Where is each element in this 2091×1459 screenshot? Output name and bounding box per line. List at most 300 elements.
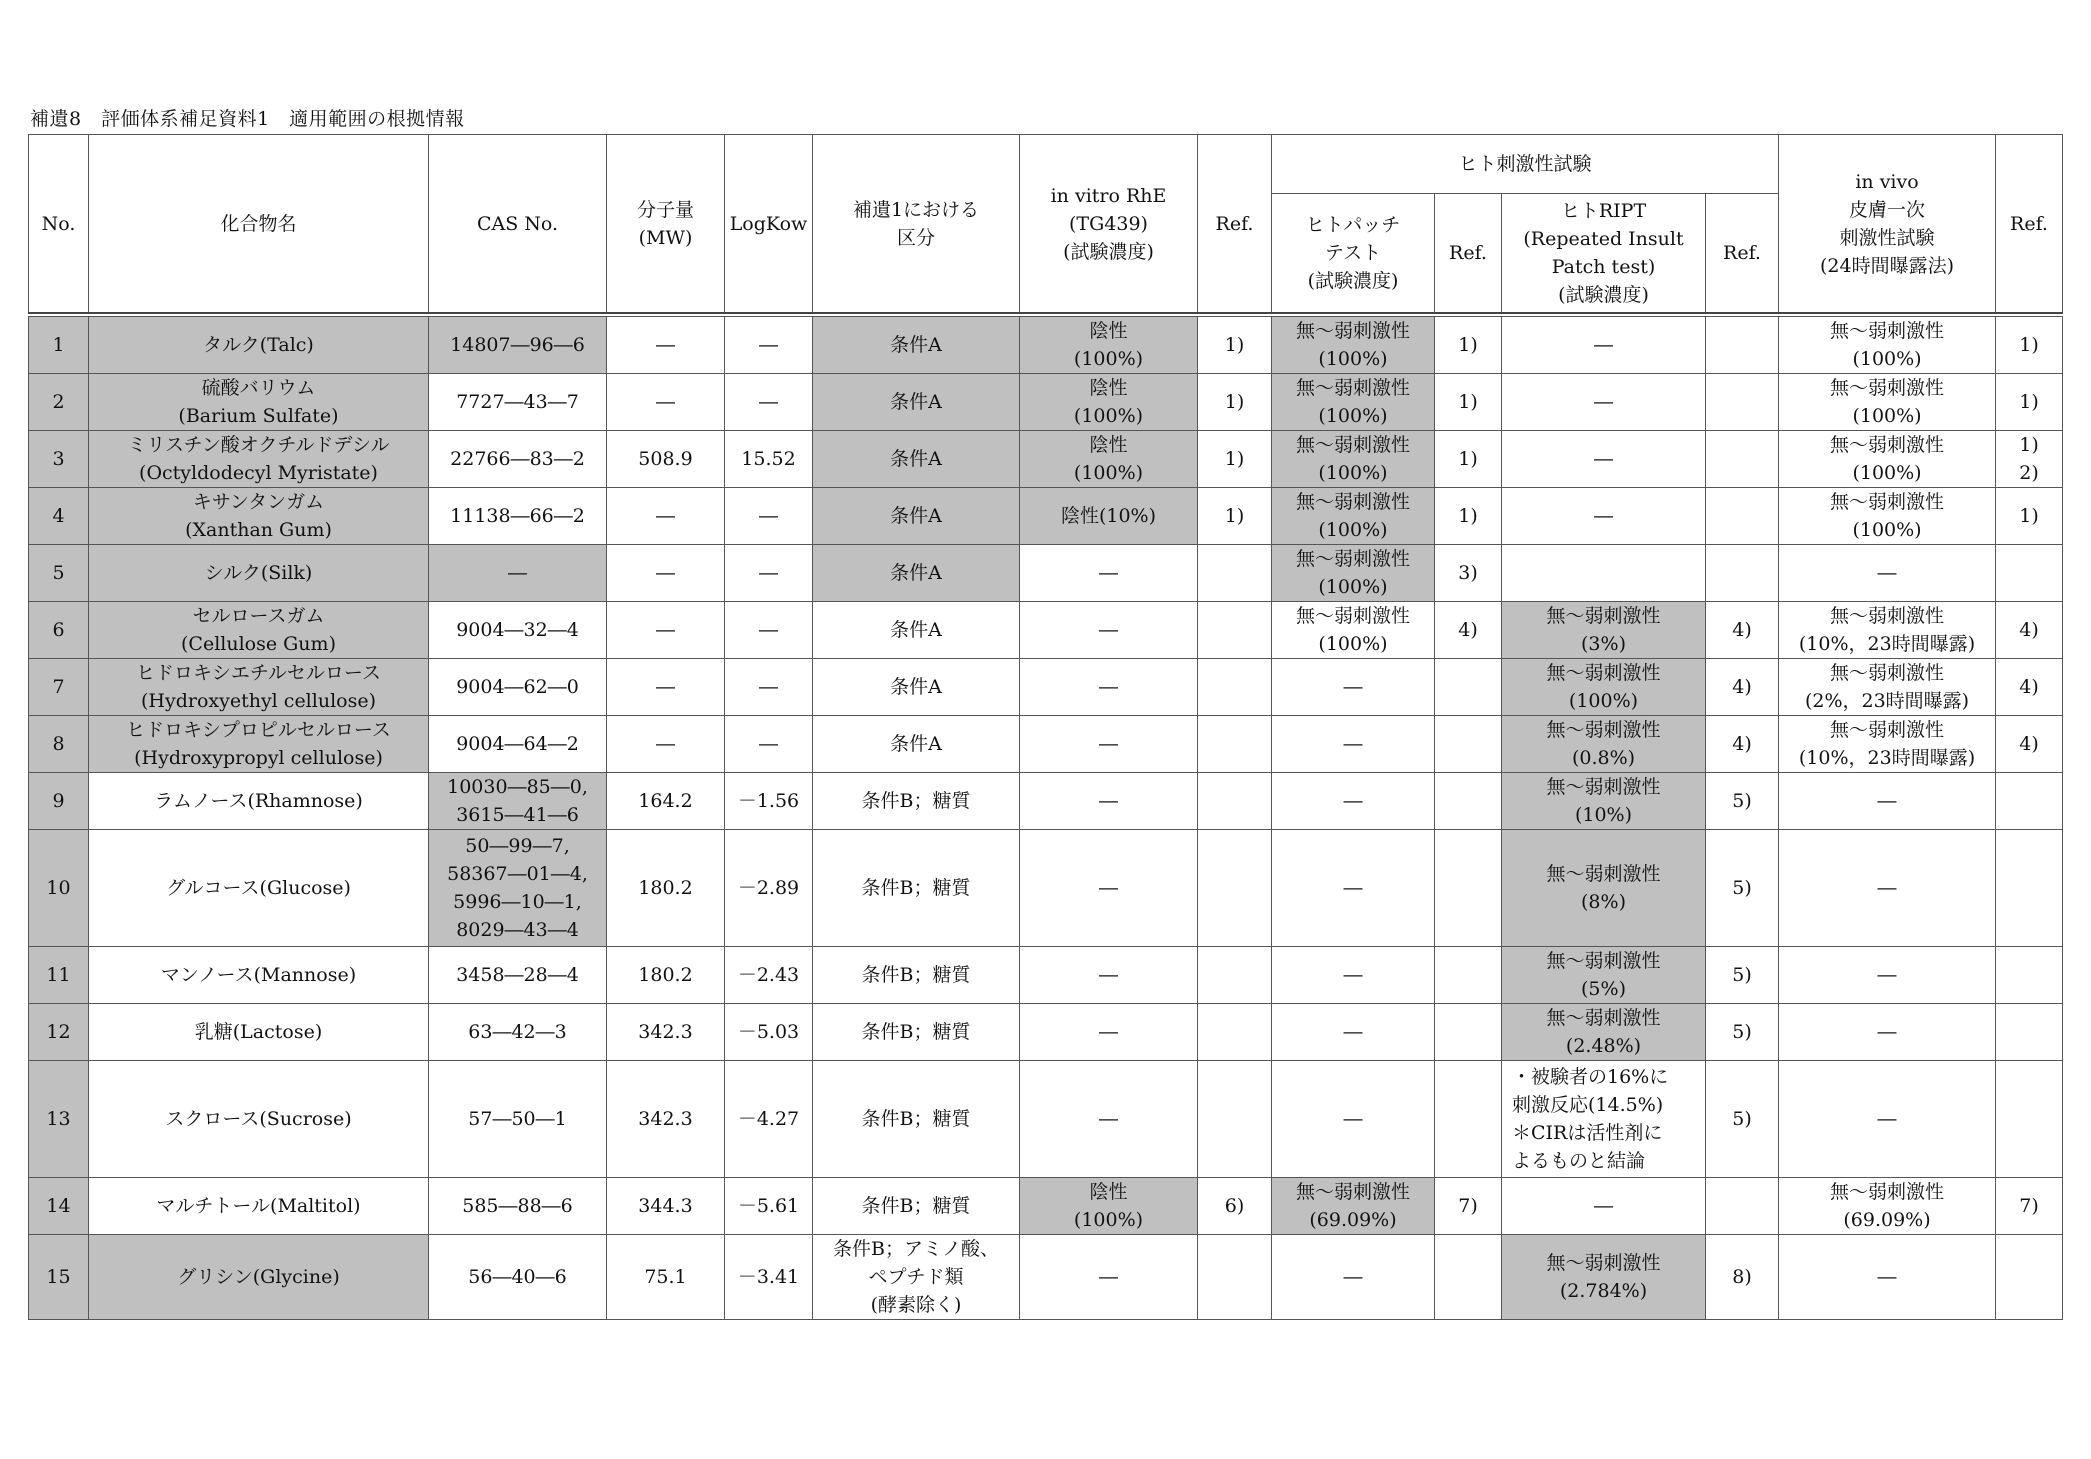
name-line: シルク(Silk)	[204, 562, 313, 584]
cell-mw: 180.2	[607, 830, 725, 947]
rhe-line: (100%)	[1073, 462, 1144, 484]
cell-cas	[429, 830, 607, 947]
cas-line: 50―99―7,	[465, 835, 570, 857]
name-line: グルコース(Glucose)	[166, 877, 351, 899]
ript-ref-line: 4)	[1732, 733, 1752, 755]
ript-line: 無～弱刺激性	[1546, 719, 1661, 741]
cell-cas	[429, 947, 607, 1004]
cell-category	[813, 947, 1020, 1004]
rhe-line: (100%)	[1073, 405, 1144, 427]
header-logkow: LogKow	[725, 135, 813, 314]
cell-logkow: 15.52	[725, 431, 813, 488]
header-mw	[607, 135, 725, 314]
cell-vivo-ref	[1996, 659, 2063, 716]
vivo-ref-line: 4)	[2019, 733, 2039, 755]
rhe-line: (100%)	[1073, 1209, 1144, 1231]
cell-ript	[1502, 1004, 1706, 1061]
cell-cas	[429, 1004, 607, 1061]
cell-category	[813, 317, 1020, 374]
cell-patch	[1272, 1178, 1435, 1235]
cell-cas	[429, 1235, 607, 1320]
category-line: 条件A	[890, 562, 942, 584]
cell-patch	[1272, 317, 1435, 374]
rhe-line: ―	[1099, 1108, 1118, 1130]
name-line: キサンタンガム	[192, 491, 325, 513]
cell-no: 13	[29, 1061, 89, 1178]
rhe-line: 陰性	[1089, 1181, 1128, 1203]
cell-logkow: ―	[725, 545, 813, 602]
patch-line: (100%)	[1318, 633, 1388, 655]
cell-patch	[1272, 1235, 1435, 1320]
cell-vivo	[1779, 374, 1996, 431]
ript-ref-line: 5)	[1732, 877, 1752, 899]
vivo-ref-line: 1)	[2019, 434, 2039, 456]
patch-line: 無～弱刺激性	[1295, 434, 1410, 456]
cas-line: 9004―64―2	[456, 733, 579, 755]
header-ref: Ref.	[1996, 135, 2063, 314]
name-line: (Xanthan Gum)	[185, 519, 332, 541]
name-line: スクロース(Sucrose)	[165, 1108, 352, 1130]
cell-no: 2	[29, 374, 89, 431]
cell-name	[89, 1235, 429, 1320]
cell-category	[813, 716, 1020, 773]
cell-rhe-ref	[1198, 602, 1272, 659]
cell-patch	[1272, 659, 1435, 716]
vivo-ref-line: 1)	[2019, 334, 2039, 356]
cell-name	[89, 716, 429, 773]
cell-ript-ref	[1706, 545, 1779, 602]
header-category-line: 補遺1における	[852, 198, 980, 221]
cell-ript	[1502, 317, 1706, 374]
table-row	[29, 830, 2063, 947]
vivo-line: 無～弱刺激性	[1830, 491, 1945, 513]
cell-patch-ref	[1435, 488, 1502, 545]
header-invivo	[1779, 135, 1996, 314]
header-human-irritation: ヒト刺激性試験	[1272, 135, 1779, 194]
ript-ref-line: 5)	[1732, 1021, 1752, 1043]
cell-no: 3	[29, 431, 89, 488]
cell-vivo	[1779, 1178, 1996, 1235]
vivo-line: (69.09%)	[1843, 1209, 1931, 1231]
vivo-line: (2%，23時間曝露)	[1804, 690, 1970, 712]
table-row	[29, 488, 2063, 545]
patch-ref-line: 1)	[1458, 334, 1478, 356]
cell-vivo-ref	[1996, 773, 2063, 830]
vivo-line: ―	[1877, 1108, 1897, 1130]
ript-line: 無～弱刺激性	[1546, 776, 1661, 798]
cell-vivo	[1779, 1004, 1996, 1061]
cell-name	[89, 947, 429, 1004]
category-line: 条件B；糖質	[861, 1195, 971, 1217]
patch-line: ―	[1343, 1266, 1363, 1288]
cell-logkow: －2.89	[725, 830, 813, 947]
cell-no: 15	[29, 1235, 89, 1320]
header-patch-line: (試験濃度)	[1307, 270, 1399, 292]
rhe-line: ―	[1099, 790, 1118, 812]
vivo-line: (100%)	[1852, 348, 1922, 370]
cell-cas	[429, 431, 607, 488]
cell-vivo-ref	[1996, 374, 2063, 431]
cas-line: 5996―10―1,	[453, 891, 582, 913]
cell-category	[813, 1004, 1020, 1061]
table-row	[29, 1004, 2063, 1061]
patch-line: ―	[1343, 733, 1363, 755]
cell-mw: 344.3	[607, 1178, 725, 1235]
cell-patch-ref	[1435, 1061, 1502, 1178]
cell-patch-ref	[1435, 716, 1502, 773]
cell-vivo	[1779, 1061, 1996, 1178]
ript-line: (2.48%)	[1565, 1035, 1642, 1057]
cell-vivo-ref	[1996, 1061, 2063, 1178]
ript-ref-line: 8)	[1732, 1266, 1752, 1288]
applicability-table	[28, 134, 2063, 1320]
cell-name	[89, 431, 429, 488]
cell-no: 7	[29, 659, 89, 716]
cell-rhe-ref	[1198, 374, 1272, 431]
cell-ript-ref	[1706, 317, 1779, 374]
cell-mw: 75.1	[607, 1235, 725, 1320]
cell-vivo	[1779, 773, 1996, 830]
cell-ript-ref	[1706, 1004, 1779, 1061]
header-ript-line: (試験濃度)	[1558, 284, 1649, 306]
cell-patch	[1272, 1004, 1435, 1061]
category-line: 条件B；糖質	[861, 1021, 971, 1043]
cell-mw: ―	[607, 659, 725, 716]
cell-ript	[1502, 431, 1706, 488]
cell-category	[813, 773, 1020, 830]
cell-name	[89, 545, 429, 602]
cell-mw: ―	[607, 374, 725, 431]
cell-category	[813, 374, 1020, 431]
vivo-line: ―	[1877, 964, 1897, 986]
rhe-ref-line: 6)	[1224, 1195, 1245, 1217]
cell-name	[89, 1178, 429, 1235]
cell-rhe	[1020, 947, 1198, 1004]
cell-mw: 180.2	[607, 947, 725, 1004]
ript-line: (0.8%)	[1571, 747, 1636, 769]
vivo-line: 無～弱刺激性	[1830, 434, 1945, 456]
rhe-line: ―	[1099, 676, 1118, 698]
name-line: ラムノース(Rhamnose)	[154, 790, 363, 812]
cell-rhe-ref	[1198, 317, 1272, 374]
cell-category	[813, 431, 1020, 488]
patch-ref-line: 4)	[1458, 619, 1478, 641]
header-patch	[1272, 194, 1435, 314]
cell-vivo-ref	[1996, 545, 2063, 602]
patch-line: ―	[1343, 1021, 1363, 1043]
patch-line: 無～弱刺激性	[1295, 605, 1410, 627]
cell-no: 12	[29, 1004, 89, 1061]
ript-line: ―	[1594, 448, 1613, 470]
vivo-ref-line: 1)	[2019, 505, 2039, 527]
cell-name	[89, 374, 429, 431]
cell-patch	[1272, 545, 1435, 602]
ript-line: (8%)	[1581, 891, 1626, 913]
header-patch-line: ヒトパッチ	[1305, 214, 1401, 236]
ript-line: ―	[1594, 1195, 1613, 1217]
name-line: (Hydroxyethyl cellulose)	[140, 690, 376, 712]
cell-no: 10	[29, 830, 89, 947]
ript-line: よるものと結論	[1512, 1150, 1646, 1172]
cell-rhe	[1020, 431, 1198, 488]
cell-vivo-ref	[1996, 1004, 2063, 1061]
cell-ript-ref	[1706, 659, 1779, 716]
ript-line: (10%)	[1574, 804, 1633, 826]
cell-patch	[1272, 374, 1435, 431]
cell-vivo	[1779, 545, 1996, 602]
cell-ript	[1502, 1178, 1706, 1235]
vivo-line: (10%，23時間曝露)	[1798, 747, 1976, 769]
cell-rhe-ref	[1198, 659, 1272, 716]
header-ref: Ref.	[1435, 194, 1502, 314]
cell-cas	[429, 545, 607, 602]
cell-rhe	[1020, 1235, 1198, 1320]
header-mw-line: 分子量	[636, 198, 694, 221]
cas-line: 57―50―1	[468, 1108, 567, 1130]
table-row	[29, 947, 2063, 1004]
category-line: 条件B；糖質	[861, 964, 971, 986]
cell-rhe	[1020, 545, 1198, 602]
vivo-line: (100%)	[1852, 462, 1922, 484]
cell-category	[813, 488, 1020, 545]
header-invivo-line: (24時間曝露法)	[1820, 254, 1955, 277]
ript-line: 無～弱刺激性	[1546, 662, 1661, 684]
header-rhe-line: (試験濃度)	[1063, 240, 1154, 263]
patch-line: ―	[1343, 877, 1363, 899]
cell-patch	[1272, 488, 1435, 545]
name-line: (Hydroxypropyl cellulose)	[134, 747, 383, 769]
vivo-line: ―	[1877, 562, 1897, 584]
cell-ript	[1502, 716, 1706, 773]
cell-vivo	[1779, 317, 1996, 374]
name-line: タルク(Talc)	[203, 334, 314, 356]
patch-line: 無～弱刺激性	[1295, 1181, 1410, 1203]
rhe-line: 陰性	[1089, 377, 1128, 399]
category-line: 条件A	[890, 733, 942, 755]
name-line: グリシン(Glycine)	[177, 1266, 340, 1288]
name-line: 乳糖(Lactose)	[194, 1021, 323, 1043]
cell-name	[89, 830, 429, 947]
ript-line: (2.784%)	[1559, 1280, 1648, 1302]
cell-mw: ―	[607, 545, 725, 602]
cell-patch	[1272, 602, 1435, 659]
cell-ript-ref	[1706, 374, 1779, 431]
cell-rhe	[1020, 830, 1198, 947]
cell-mw: ―	[607, 716, 725, 773]
patch-line: 無～弱刺激性	[1295, 320, 1410, 342]
name-line: ミリスチン酸オクチルドデシル	[127, 434, 390, 456]
cell-rhe-ref	[1198, 1004, 1272, 1061]
header-invivo-line: in vivo	[1855, 170, 1919, 193]
header-cas-no: CAS No.	[429, 135, 607, 314]
cell-ript	[1502, 947, 1706, 1004]
header-invivo-line: 皮膚一次	[1849, 198, 1926, 221]
cell-name	[89, 317, 429, 374]
name-line: (Barium Sulfate)	[178, 405, 339, 427]
patch-line: 無～弱刺激性	[1295, 548, 1410, 570]
cas-line: ―	[508, 562, 527, 584]
header-compound-name: 化合物名	[89, 135, 429, 314]
cell-ript	[1502, 1235, 1706, 1320]
cell-rhe-ref	[1198, 1235, 1272, 1320]
cell-vivo	[1779, 488, 1996, 545]
header-ript	[1502, 194, 1706, 314]
cell-ript-ref	[1706, 1235, 1779, 1320]
cas-line: 9004―62―0	[456, 676, 579, 698]
table-row	[29, 317, 2063, 374]
cell-logkow: －4.27	[725, 1061, 813, 1178]
table-row	[29, 1178, 2063, 1235]
cell-cas	[429, 773, 607, 830]
ript-line: 無～弱刺激性	[1546, 605, 1661, 627]
patch-line: (100%)	[1318, 405, 1388, 427]
name-line: セルロースガム	[192, 605, 325, 627]
cell-ript	[1502, 545, 1706, 602]
patch-line: (100%)	[1318, 576, 1388, 598]
category-line: 条件B；糖質	[861, 877, 971, 899]
category-line: 条件A	[890, 391, 942, 413]
rhe-ref-line: 1)	[1224, 448, 1245, 470]
cell-ript	[1502, 773, 1706, 830]
header-category	[813, 135, 1020, 314]
vivo-line: 無～弱刺激性	[1830, 1181, 1945, 1203]
cell-vivo-ref	[1996, 1178, 2063, 1235]
cell-logkow: －5.03	[725, 1004, 813, 1061]
rhe-line: ―	[1099, 562, 1118, 584]
cell-vivo-ref	[1996, 431, 2063, 488]
vivo-line: 無～弱刺激性	[1830, 320, 1945, 342]
cell-cas	[429, 1061, 607, 1178]
patch-ref-line: 1)	[1458, 505, 1478, 527]
name-line: (Cellulose Gum)	[181, 633, 336, 655]
cell-vivo	[1779, 716, 1996, 773]
cell-vivo-ref	[1996, 488, 2063, 545]
cell-name	[89, 773, 429, 830]
cell-no: 1	[29, 317, 89, 374]
cell-category	[813, 1235, 1020, 1320]
cell-ript	[1502, 1061, 1706, 1178]
cell-cas	[429, 602, 607, 659]
header-ref: Ref.	[1706, 194, 1779, 314]
cell-category	[813, 545, 1020, 602]
cell-rhe-ref	[1198, 1178, 1272, 1235]
rhe-line: ―	[1099, 1266, 1118, 1288]
cell-rhe	[1020, 716, 1198, 773]
name-line: ヒドロキシエチルセルロース	[136, 662, 381, 684]
cell-no: 5	[29, 545, 89, 602]
ript-line: 無～弱刺激性	[1546, 1252, 1661, 1274]
cell-name	[89, 1061, 429, 1178]
cell-rhe	[1020, 1061, 1198, 1178]
cas-line: 8029―43―4	[456, 919, 579, 941]
cell-ript-ref	[1706, 488, 1779, 545]
header-ript-line: ヒトRIPT	[1560, 200, 1647, 222]
name-line: 硫酸バリウム	[201, 377, 316, 399]
cell-vivo	[1779, 1235, 1996, 1320]
header-rhe-line: (TG439)	[1069, 212, 1148, 235]
cell-patch-ref	[1435, 602, 1502, 659]
cell-logkow: －3.41	[725, 1235, 813, 1320]
header-category-line: 区分	[896, 226, 935, 249]
rhe-line: 陰性	[1089, 320, 1128, 342]
cell-vivo	[1779, 431, 1996, 488]
ript-ref-line: 4)	[1732, 619, 1752, 641]
vivo-ref-line: 2)	[2019, 462, 2039, 484]
cell-ript-ref	[1706, 1061, 1779, 1178]
vivo-line: 無～弱刺激性	[1830, 605, 1945, 627]
cell-no: 11	[29, 947, 89, 1004]
patch-ref-line: 1)	[1458, 448, 1478, 470]
cell-logkow: ―	[725, 374, 813, 431]
rhe-line: 陰性(10%)	[1060, 505, 1157, 527]
vivo-line: ―	[1877, 1021, 1897, 1043]
cell-ript	[1502, 488, 1706, 545]
header-ript-line: (Repeated Insult	[1523, 228, 1684, 250]
cell-logkow: ―	[725, 659, 813, 716]
cell-mw: ―	[607, 488, 725, 545]
cell-ript	[1502, 602, 1706, 659]
cell-name	[89, 1004, 429, 1061]
table-row	[29, 1235, 2063, 1320]
cell-ript	[1502, 659, 1706, 716]
header-rhe	[1020, 135, 1198, 314]
rhe-ref-line: 1)	[1224, 505, 1245, 527]
cell-logkow: －5.61	[725, 1178, 813, 1235]
cell-vivo-ref	[1996, 947, 2063, 1004]
header-patch-line: テスト	[1324, 242, 1382, 264]
cell-patch-ref	[1435, 830, 1502, 947]
cell-patch-ref	[1435, 1178, 1502, 1235]
cell-logkow: ―	[725, 716, 813, 773]
table-header	[29, 135, 2063, 317]
category-line: 条件B；アミノ酸、	[833, 1238, 999, 1260]
cell-cas	[429, 659, 607, 716]
vivo-line: 無～弱刺激性	[1830, 662, 1945, 684]
cas-line: 585―88―6	[462, 1195, 573, 1217]
ript-ref-line: 5)	[1732, 964, 1752, 986]
cell-patch	[1272, 947, 1435, 1004]
cell-logkow: ―	[725, 317, 813, 374]
cas-line: 10030―85―0,	[447, 776, 588, 798]
ript-ref-line: 5)	[1732, 790, 1752, 812]
cell-patch	[1272, 1061, 1435, 1178]
vivo-line: (100%)	[1852, 519, 1922, 541]
cell-rhe	[1020, 317, 1198, 374]
cell-logkow: ―	[725, 602, 813, 659]
category-line: 条件B；糖質	[861, 1108, 971, 1130]
header-mw-line: (MW)	[638, 226, 693, 249]
vivo-line: ―	[1877, 790, 1897, 812]
cas-line: 3615―41―6	[456, 804, 579, 826]
cell-mw: 164.2	[607, 773, 725, 830]
cell-rhe	[1020, 773, 1198, 830]
table-body	[29, 317, 2063, 1320]
cell-patch-ref	[1435, 545, 1502, 602]
vivo-line: 無～弱刺激性	[1830, 377, 1945, 399]
cell-patch-ref	[1435, 374, 1502, 431]
cell-patch-ref	[1435, 431, 1502, 488]
cell-no: 4	[29, 488, 89, 545]
patch-ref-line: 7)	[1458, 1195, 1478, 1217]
cas-line: 56―40―6	[468, 1266, 567, 1288]
ript-line: ―	[1594, 391, 1613, 413]
header-ript-line: Patch test)	[1551, 256, 1656, 278]
patch-ref-line: 1)	[1458, 391, 1478, 413]
cell-vivo-ref	[1996, 602, 2063, 659]
vivo-line: (10%，23時間曝露)	[1798, 633, 1976, 655]
vivo-ref-line: 4)	[2019, 676, 2039, 698]
header-rhe-line: in vitro RhE	[1050, 184, 1167, 207]
